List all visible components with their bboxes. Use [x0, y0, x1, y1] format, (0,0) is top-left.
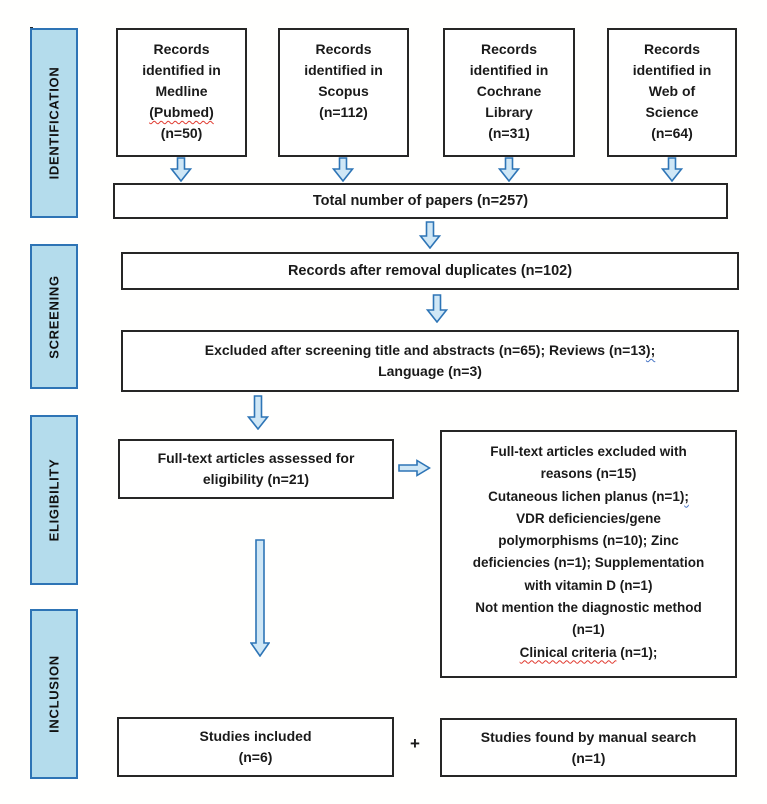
fulltext-assessed-line1: Full-text articles assessed for [157, 450, 355, 466]
fulltext-excluded-line3-mark: ; [684, 488, 689, 504]
excluded-screening-line1 [205, 340, 656, 361]
right-arrow-icon [398, 459, 431, 477]
fulltext-assessed-line2: eligibility (n=21) [202, 471, 310, 487]
studies-included-box [117, 717, 394, 777]
stage-label-eligibility-text: ELIGIBILITY [46, 458, 62, 542]
excluded-screening-box [121, 330, 739, 392]
total-papers-box [113, 183, 728, 219]
duplicates-removed-box [121, 252, 739, 290]
records-cochrane-line2: identified in [469, 62, 549, 78]
excluded-screening-line2: Language (n=3) [378, 363, 482, 379]
down-arrow-icon [497, 157, 521, 182]
fulltext-excluded-line10-rest: (n=1); [616, 644, 658, 660]
long-down-arrow-icon [250, 539, 270, 657]
stage-label-screening [30, 244, 78, 389]
plus-sign: + [410, 734, 420, 753]
fulltext-excluded-line9: (n=1) [572, 622, 605, 638]
records-cochrane-line1: Records [480, 41, 538, 57]
manual-search-line1: Studies found by manual search [480, 728, 697, 745]
records-cochrane-box [443, 28, 575, 157]
down-arrow-icon [425, 294, 449, 323]
records-scopus-count: (n=112) [319, 104, 368, 120]
fulltext-excluded-line5: polymorphisms (n=10); Zinc [498, 533, 679, 549]
down-arrow-icon [418, 221, 442, 249]
records-wos-count: (n=64) [651, 125, 693, 141]
stage-label-inclusion [30, 609, 78, 779]
stage-label-screening-text: SCREENING [46, 274, 62, 359]
records-medline-line3: Medline [155, 83, 208, 99]
fulltext-assessed-box [118, 439, 394, 499]
records-scopus-box [278, 28, 409, 157]
fulltext-excluded-line10-wavy: Clinical criteria [519, 644, 617, 660]
fulltext-excluded-line8: Not mention the diagnostic method [475, 600, 702, 616]
stage-label-eligibility [30, 415, 78, 585]
studies-included-line1: Studies included [199, 728, 312, 744]
fulltext-excluded-line3 [442, 486, 735, 508]
fulltext-excluded-line7: with vitamin D (n=1) [524, 577, 653, 593]
fulltext-excluded-line10 [442, 642, 735, 664]
records-scopus-line3: Scopus [318, 83, 369, 99]
stage-label-inclusion-text: INCLUSION [46, 655, 62, 733]
records-wos-line3: Web of [648, 83, 696, 99]
excluded-screening-line1-mark: ); [645, 342, 656, 358]
records-wos-line1: Records [643, 41, 701, 57]
down-arrow-icon [660, 157, 684, 182]
records-medline-line4: (Pubmed) [149, 104, 214, 120]
fulltext-excluded-line1: Full-text articles excluded with [490, 444, 687, 459]
records-cochrane-count: (n=31) [488, 125, 530, 141]
down-arrow-icon [169, 157, 193, 182]
fulltext-excluded-line4: VDR deficiencies/gene [516, 510, 661, 526]
records-medline-box [116, 28, 247, 157]
records-medline-line2: identified in [142, 62, 221, 78]
records-wos-line4: Science [645, 104, 699, 120]
records-scopus-line2: identified in [304, 62, 383, 78]
records-cochrane-line4: Library [485, 104, 533, 120]
records-wos-line2: identified in [632, 62, 712, 78]
manual-search-box [440, 718, 737, 777]
fulltext-excluded-line6: deficiencies (n=1); Supplementation [472, 555, 705, 571]
records-medline-line1: Records [153, 41, 210, 57]
fulltext-excluded-line2: reasons (n=15) [540, 466, 637, 482]
stage-label-identification-text: IDENTIFICATION [46, 66, 62, 180]
duplicates-removed-text: Records after removal duplicates (n=102) [287, 263, 573, 279]
records-scopus-line1: Records [315, 41, 372, 57]
records-cochrane-line3: Cochrane [476, 83, 542, 99]
studies-included-count: (n=6) [238, 749, 273, 765]
excluded-screening-line1-main: Excluded after screening title and abstracts (n=65); Reviews (n=13 [204, 342, 646, 358]
total-papers-text: Total number of papers (n=257) [312, 193, 529, 209]
stage-label-identification [30, 28, 78, 218]
records-wos-box [607, 28, 737, 157]
manual-search-count: (n=1) [571, 749, 606, 766]
fulltext-excluded-box [440, 430, 737, 678]
fulltext-excluded-line3-main: Cutaneous lichen planus (n=1) [488, 488, 685, 504]
records-medline-count: (n=50) [160, 125, 203, 141]
down-arrow-icon [246, 395, 270, 430]
down-arrow-icon [331, 157, 355, 182]
